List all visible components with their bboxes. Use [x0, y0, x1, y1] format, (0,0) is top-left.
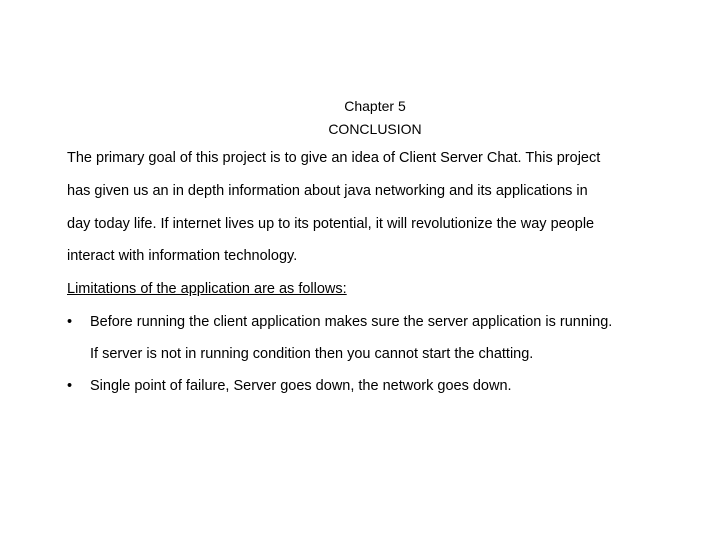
chapter-label: Chapter 5 [344, 98, 406, 114]
list-item: Before running the client application makes sure the server application is running. [90, 314, 613, 330]
list-item: Single point of failure, Server goes down, the network goes down. [90, 378, 512, 394]
list-item-continuation: If server is not in running condition then you cannot start the chatting. [90, 346, 534, 362]
bullet-icon: • [67, 378, 73, 394]
paragraph-line: day today life. If internet lives up to its potential, it will revolutionize the way people [67, 216, 595, 232]
bullet-icon: • [67, 314, 73, 330]
page-title: CONCLUSION [328, 121, 422, 137]
paragraph-line: has given us an in depth information about java networking and its applications in [67, 183, 588, 199]
limitations-heading: Limitations of the application are as follows: [67, 281, 347, 297]
paragraph-line: The primary goal of this project is to give an idea of Client Server Chat. This project [67, 150, 601, 166]
paragraph-line: interact with information technology. [67, 248, 298, 264]
